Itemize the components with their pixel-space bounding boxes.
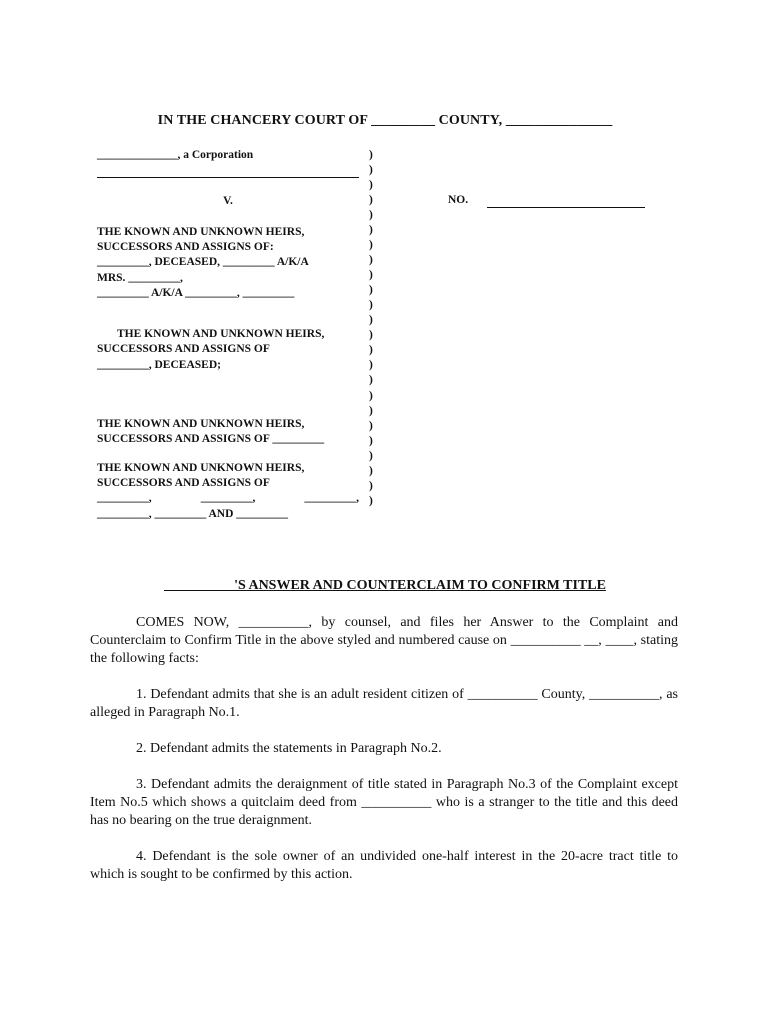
paragraph-4-text: 4. Defendant is the sole owner of an undivided one-half interest in the 20-acre tract title to which is sought to be confirmed by this action. [90, 849, 678, 882]
blank-2: _________, [200, 492, 256, 505]
paragraph-3-text: 3. Defendant admits the deraignment of title stated in Paragraph No.3 of the Complaint except Item No.5 which shows a quitclaim deed from __________ who is a stranger to the title and this deed has no bearing on the true deraignment. [90, 777, 678, 828]
caption-paren: ) [369, 284, 373, 297]
defendant-block4-line3 [97, 491, 359, 506]
caption-paren: ) [369, 329, 373, 342]
paragraph-4 [90, 848, 678, 884]
defendant-block3-line1: THE KNOWN AND UNKNOWN HEIRS, [97, 417, 305, 430]
defendant-block3-line2: SUCCESSORS AND ASSIGNS OF _________ [97, 433, 325, 446]
defendant-block4-line4: _________, _________ AND _________ [97, 507, 289, 520]
case-number-line [487, 207, 645, 208]
caption-paren: ) [369, 194, 373, 207]
paragraph-2-text: 2. Defendant admits the statements in Paragraph No.2. [136, 741, 442, 756]
caption-paren: ) [369, 359, 373, 372]
caption-paren: ) [369, 269, 373, 282]
caption-paren: ) [369, 449, 373, 462]
caption-paren: ) [369, 149, 373, 161]
defendant-block1-line5: _________ A/K/A _________, _________ [97, 287, 295, 300]
paragraph-1 [90, 686, 678, 722]
intro-paragraph [90, 614, 678, 668]
caption-paren: ) [369, 389, 373, 402]
defendant-block4-line2: SUCCESSORS AND ASSIGNS OF [97, 477, 270, 490]
blank-1: _________, [97, 492, 152, 505]
caption-paren: ) [369, 464, 373, 477]
plaintiff-line: ______________, a Corporation [97, 149, 254, 161]
defendant-block1-line3: _________, DECEASED, _________ A/K/A [97, 256, 309, 269]
defendant-block2-line3: _________, DECEASED; [97, 358, 221, 371]
caption-paren: ) [369, 434, 373, 447]
caption-paren: ) [369, 419, 373, 432]
caption-paren: ) [369, 179, 373, 192]
versus-label: V. [223, 194, 233, 207]
caption-paren: ) [369, 224, 373, 237]
caption-paren: ) [369, 344, 373, 357]
defendant-block4-line1: THE KNOWN AND UNKNOWN HEIRS, [97, 461, 305, 474]
paragraph-2 [90, 740, 678, 758]
caption-paren-column [369, 148, 379, 509]
court-title: IN THE CHANCERY COURT OF _________ COUNTY, _______________ [157, 113, 613, 128]
caption-paren: ) [369, 314, 373, 327]
caption-paren: ) [369, 479, 373, 492]
caption-paren: ) [369, 374, 373, 387]
defendant-block2-line1: THE KNOWN AND UNKNOWN HEIRS, [117, 327, 325, 340]
caption-paren: ) [369, 209, 373, 222]
defendant-block1-line1: THE KNOWN AND UNKNOWN HEIRS, [97, 225, 305, 238]
defendant-block1-line2: SUCCESSORS AND ASSIGNS OF: [97, 240, 274, 253]
paragraph-3 [90, 776, 678, 830]
caption-paren: ) [369, 494, 373, 507]
caption-paren: ) [369, 299, 373, 312]
case-number-label: NO. [448, 194, 469, 206]
intro-text: COMES NOW, __________, by counsel, and files her Answer to the Complaint and Counterclaim to Confirm Title in the above styled and numbered cause on __________ __, ____, stating the following facts: [90, 615, 678, 666]
caption-paren: ) [369, 239, 373, 252]
caption-parties [97, 148, 359, 522]
defendant-block1-line4: MRS. _________, [97, 271, 183, 284]
defendant-block2-line2: SUCCESSORS AND ASSIGNS OF [97, 343, 270, 356]
blank-3: _________, [304, 492, 359, 505]
caption-paren: ) [369, 404, 373, 417]
plaintiff-rule [97, 163, 359, 178]
caption-paren: ) [369, 164, 373, 177]
paragraph-1-text: 1. Defendant admits that she is an adult resident citizen of __________ County, __________, as alleged in Paragraph No.1. [90, 687, 678, 720]
section-title: __________'S ANSWER AND COUNTERCLAIM TO CONFIRM TITLE [164, 578, 606, 593]
caption-paren: ) [369, 254, 373, 267]
